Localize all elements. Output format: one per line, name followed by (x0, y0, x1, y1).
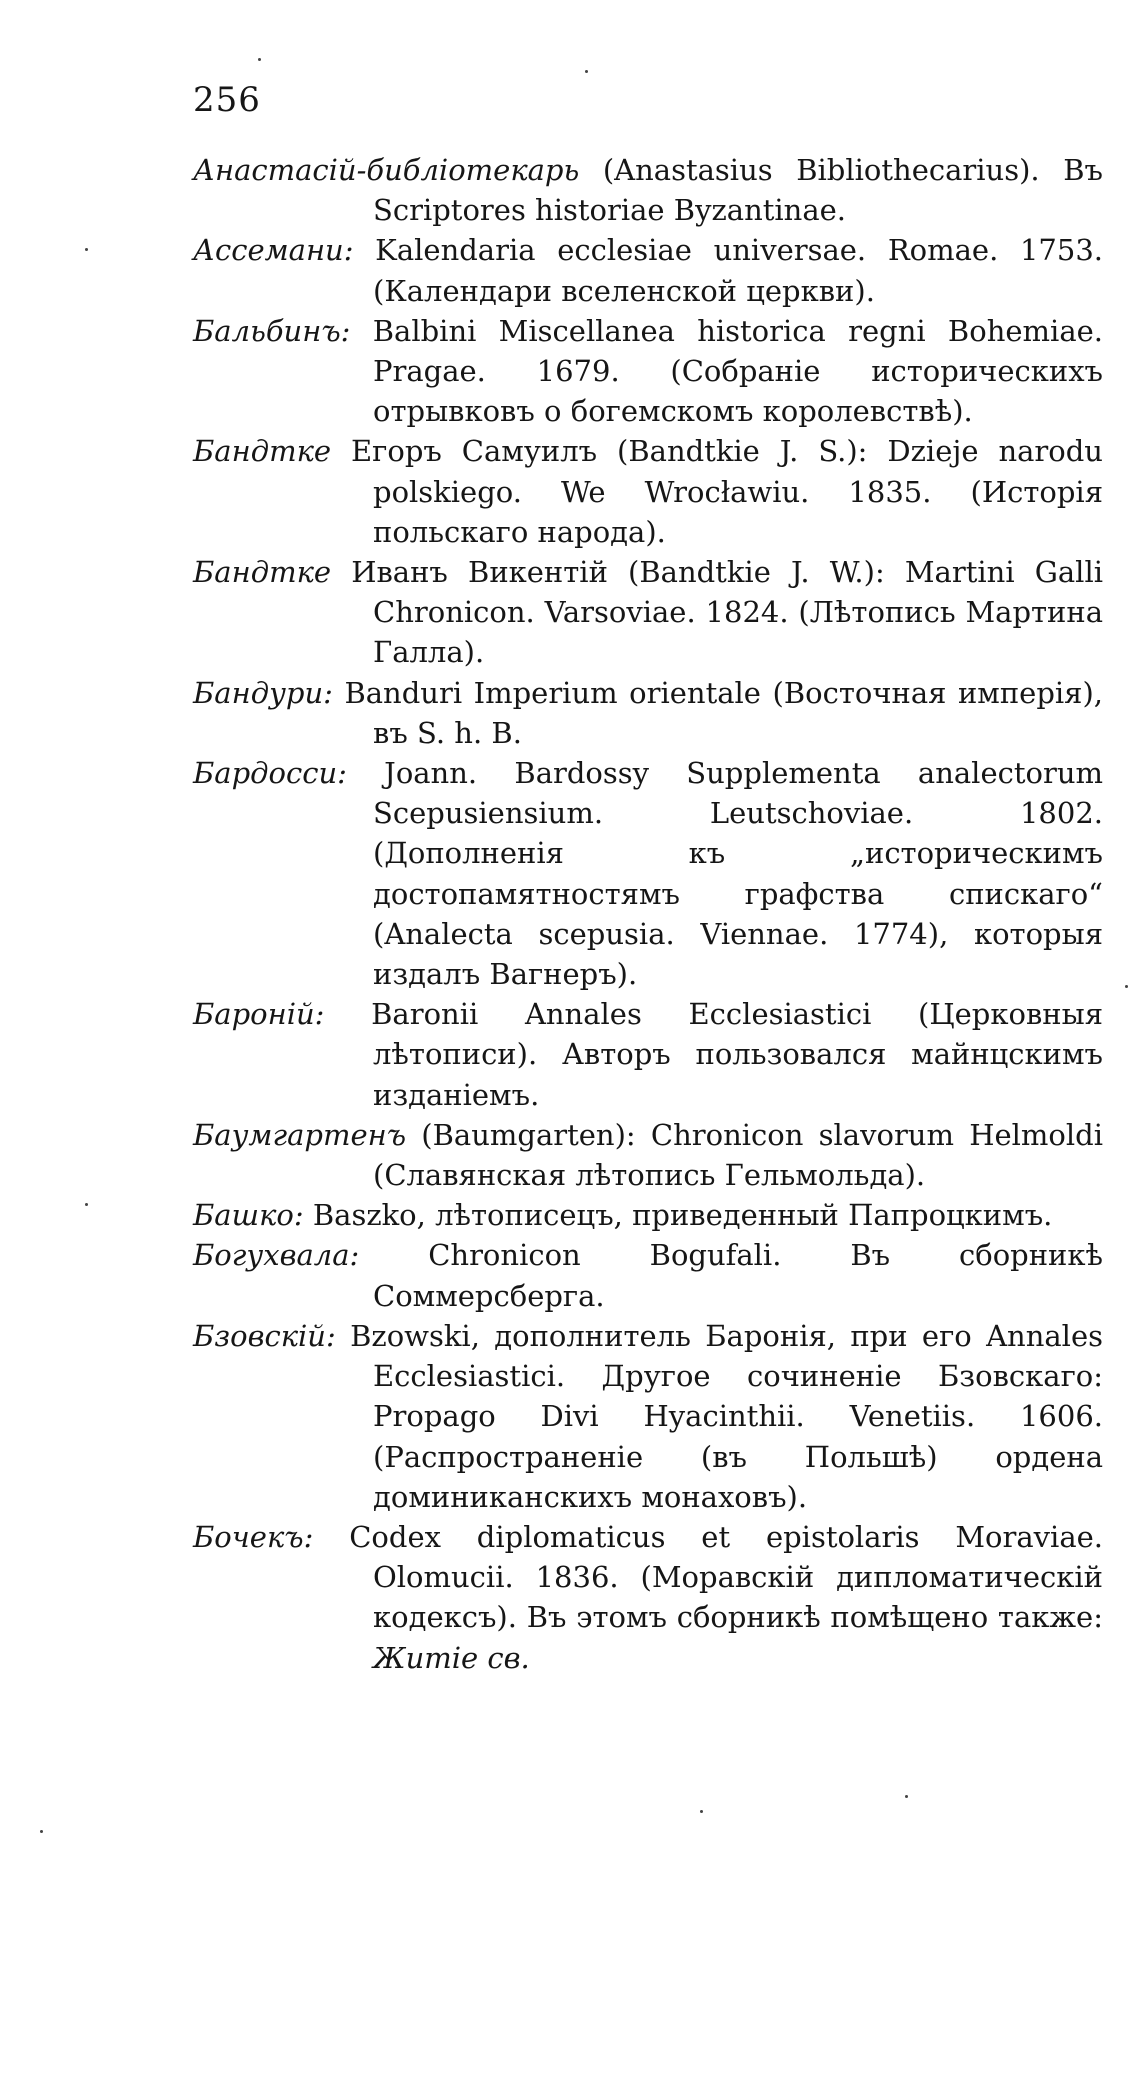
entry-text: (Anastasius Bibliothecarius). Въ Scriptores historiae Byzantinae. (373, 153, 1103, 228)
entry-text: Baszko, лѣтописецъ, приведенный Папроцкимъ. (303, 1198, 1053, 1233)
bibliography-entry (193, 1235, 1103, 1315)
entry-author: Бандури: (193, 675, 333, 710)
entry-author: Баумгартенъ (193, 1117, 407, 1152)
entry-text: Banduri Imperium orientale (Восточная имперія), въ S. h. B. (332, 675, 1103, 750)
entry-text: Иванъ Викентій (Bandtkie J. W.): Martini Galli Chronicon. Varsoviae. 1824. (Лѣтопись Мартина Галла). (331, 555, 1103, 670)
scan-speck (585, 70, 588, 73)
entry-text: Codex diplomaticus et epistolaris Moraviae. Olomucii. 1836. (Моравскій дипломатическій кодексъ). Въ этомъ сборникѣ помѣщено также: (313, 1519, 1103, 1635)
bibliography-entry (193, 431, 1103, 552)
entry-author: Бардосси: (193, 756, 347, 791)
bibliography-entry (193, 311, 1103, 432)
scan-speck (85, 248, 88, 251)
bibliography-entry (193, 753, 1103, 994)
page-number: 256 (193, 80, 261, 120)
bibliography-entry (193, 673, 1103, 753)
bibliography-entry (193, 1195, 1103, 1235)
entry-author: Бзовскій: (193, 1318, 336, 1353)
bibliography-entry (193, 1517, 1103, 1678)
bibliography-entry (193, 1115, 1103, 1195)
entry-author: Бандтке (193, 555, 332, 590)
bibliography-list (193, 150, 1103, 1678)
bibliography-entry (193, 994, 1103, 1115)
entry-text: (Baumgarten): Chronicon slavorum Helmoldi (Славянская лѣтопись Гельмольда). (373, 1117, 1103, 1193)
entry-author: Бароній: (193, 997, 325, 1032)
entry-author: Бальбинъ: (193, 313, 351, 348)
entry-text: Chronicon Bogufali. Въ сборникѣ Соммерсберга. (359, 1238, 1103, 1313)
entry-author: Анастасій-библіотекарь (193, 153, 580, 187)
scan-speck (40, 1830, 43, 1833)
entry-text: Егоръ Самуилъ (Bandtkie J. S.): Dzieje narodu polskiego. We Wrocławiu. 1835. (Исторія польскаго народа). (331, 434, 1103, 549)
bibliography-entry (193, 1316, 1103, 1517)
scan-speck (1125, 985, 1128, 988)
entry-text: Bzowski, дополнитель Баронія, при его Annales Ecclesiastici. Другое сочиненіе Бзовскаго: Propago Divi Hyacinthii. Venetiis. 1606. (Распространеніе (въ Польшѣ) ордена доминиканскихъ монаховъ). (335, 1318, 1103, 1514)
scan-speck (905, 1795, 908, 1798)
entry-trailing-italic: Житіе св. (373, 1640, 530, 1675)
entry-author: Бандтке (193, 434, 332, 469)
entry-text: Baronii Annales Ecclesiastici (Церковныя лѣтописи). Авторъ пользовался майнцскимъ изданіемъ. (324, 997, 1103, 1112)
bibliography-entry (193, 230, 1103, 310)
entry-author: Бочекъ: (193, 1519, 314, 1554)
entry-author: Ассемани: (193, 233, 354, 268)
entry-text: Kalendaria ecclesiae universae. Romae. 1753. (Календари вселенской церкви). (353, 233, 1103, 308)
scan-speck (700, 1810, 703, 1813)
entry-text: Joann. Bardossy Supplementa analectorum Scepusiensium. Leutschoviae. 1802. (Дополненія къ „историческимъ достопамятностямъ графства спискаго“ (Analecta scepusia. Viennae. 1774), которыя издалъ Вагнеръ). (346, 756, 1103, 992)
scan-speck (258, 58, 261, 61)
bibliography-entry (193, 150, 1103, 230)
entry-text: Balbini Miscellanea historica regni Bohemiae. Pragae. 1679. (Собраніе историческихъ отрывковъ о богемскомъ королевствѣ). (350, 313, 1103, 429)
entry-author: Башко: (193, 1198, 304, 1233)
entry-author: Богухвала: (193, 1238, 360, 1273)
bibliography-entry (193, 552, 1103, 673)
scan-speck (85, 1203, 88, 1206)
